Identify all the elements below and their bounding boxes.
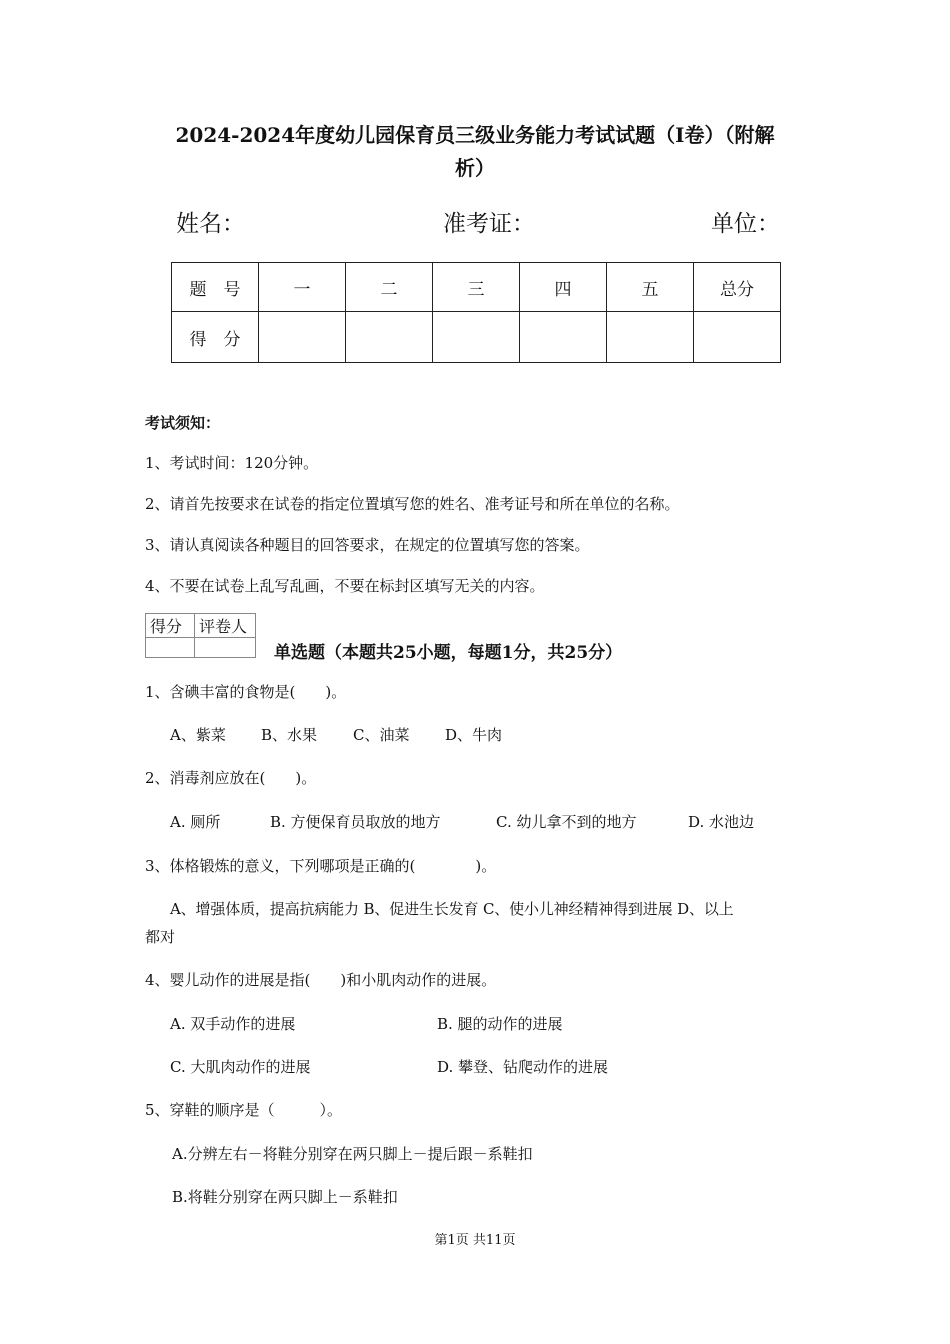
- question-stem: 1、含碘丰富的食物是( )。: [145, 683, 347, 701]
- question-stem: 5、穿鞋的顺序是（ ）。: [145, 1101, 343, 1119]
- name-label: 姓名：: [176, 211, 245, 237]
- option: A. 厕所: [170, 813, 221, 831]
- score-input-cell[interactable]: [433, 312, 520, 363]
- grader-box: [145, 613, 256, 658]
- option: B、水果: [261, 726, 318, 744]
- score-header-cell: 一: [259, 263, 346, 312]
- option: A、紫菜: [170, 726, 226, 744]
- score-header-cell: 二: [346, 263, 433, 312]
- unit-label: 单位：: [711, 211, 780, 237]
- score-header-cell: 五: [607, 263, 694, 312]
- grader-name-cell[interactable]: [195, 638, 256, 658]
- option: D. 攀登、钻爬动作的进展: [437, 1058, 609, 1076]
- score-input-cell[interactable]: [607, 312, 694, 363]
- option: D、牛肉: [445, 726, 503, 744]
- score-input-cell[interactable]: [694, 312, 781, 363]
- page-number: 第1页 共11页: [434, 1233, 516, 1248]
- score-input-cell[interactable]: [259, 312, 346, 363]
- option: D. 水池边: [688, 813, 755, 831]
- score-header-cell: 四: [520, 263, 607, 312]
- score-input-cell[interactable]: [520, 312, 607, 363]
- score-row-label: 得 分: [172, 312, 259, 363]
- notice-item: 4、不要在试卷上乱写乱画，不要在标封区填写无关的内容。: [145, 577, 545, 595]
- option: C、油菜: [353, 726, 410, 744]
- question-stem: 2、消毒剂应放在( )。: [145, 769, 317, 787]
- option: C. 幼儿拿不到的地方: [496, 813, 637, 831]
- grader-name-label: 评卷人: [195, 614, 256, 638]
- option: A.分辨左右－将鞋分别穿在两只脚上－提后跟－系鞋扣: [172, 1145, 533, 1163]
- document-title-line1: 2024-2024年度幼儿园保育员三级业务能力考试试题（I卷）（附解: [175, 123, 775, 147]
- option: C. 大肌肉动作的进展: [170, 1058, 311, 1076]
- score-header-cell: 总分: [694, 263, 781, 312]
- option: B. 方便保育员取放的地方: [270, 813, 441, 831]
- score-header-cell: 三: [433, 263, 520, 312]
- grader-score-label: 得分: [146, 614, 195, 638]
- section-title: 单选题（本题共25小题，每题1分，共25分）: [274, 643, 623, 663]
- grader-score-cell[interactable]: [146, 638, 195, 658]
- option: B. 腿的动作的进展: [437, 1015, 563, 1033]
- notice-item: 2、请首先按要求在试卷的指定位置填写您的姓名、准考证号和所在单位的名称。: [145, 495, 680, 513]
- notice-item: 3、请认真阅读各种题目的回答要求，在规定的位置填写您的答案。: [145, 536, 590, 554]
- question-stem: 3、体格锻炼的意义，下列哪项是正确的( )。: [145, 857, 497, 875]
- exam-number-label: 准考证：: [443, 211, 535, 237]
- notice-item: 1、考试时间：120分钟。: [145, 454, 319, 472]
- option-line: A、增强体质，提高抗病能力 B、促进生长发育 C、使小儿神经精神得到进展 D、以上: [170, 900, 734, 918]
- document-title-line2: 析）: [455, 156, 495, 180]
- score-input-cell[interactable]: [346, 312, 433, 363]
- score-table: [171, 262, 781, 363]
- option: A. 双手动作的进展: [170, 1015, 296, 1033]
- option: B.将鞋分别穿在两只脚上－系鞋扣: [172, 1188, 398, 1206]
- option-line: 都对: [145, 928, 176, 946]
- score-header-cell: 题 号: [172, 263, 259, 312]
- notice-heading: 考试须知：: [145, 414, 221, 432]
- question-stem: 4、婴儿动作的进展是指( )和小肌肉动作的进展。: [145, 971, 497, 989]
